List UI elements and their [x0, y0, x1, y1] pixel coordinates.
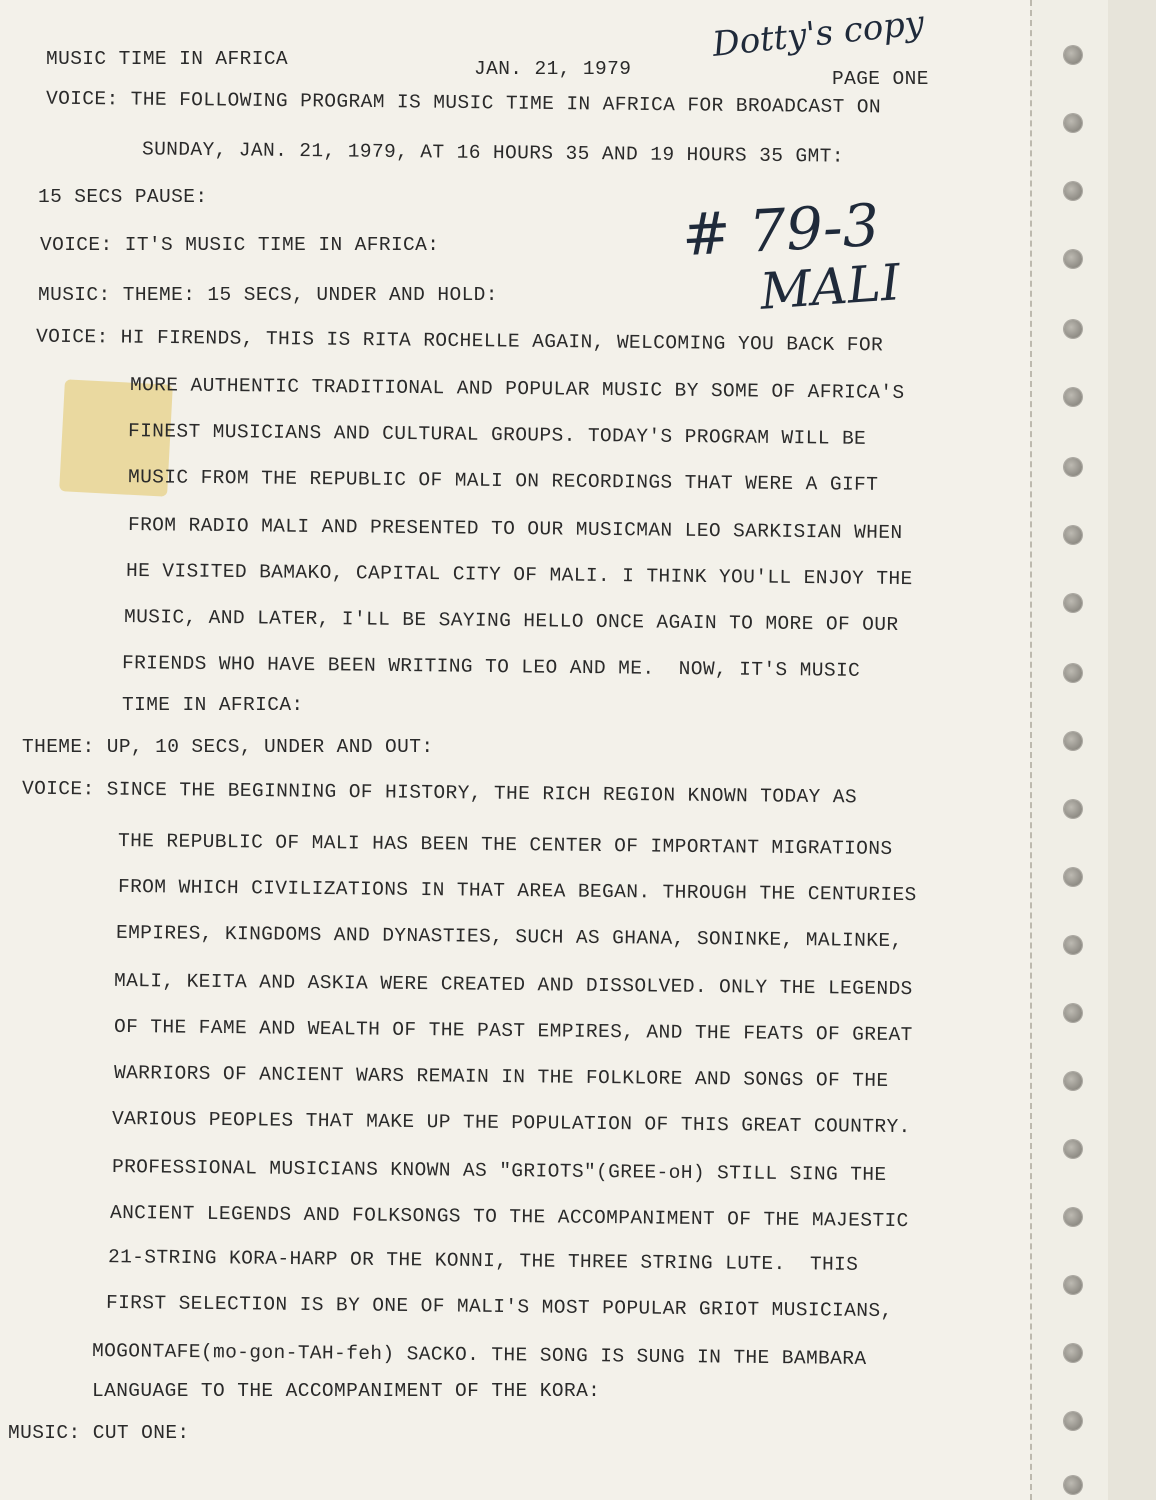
- tractor-feed-strip: [1030, 0, 1110, 1500]
- page-number: PAGE ONE: [832, 68, 929, 90]
- script-line: VOICE: THE FOLLOWING PROGRAM IS MUSIC TIME IN AFRICA FOR BROADCAST ON: [45, 87, 882, 119]
- feed-hole-icon: [1064, 250, 1082, 268]
- feed-hole-icon: [1064, 936, 1082, 954]
- feed-hole-icon: [1064, 1476, 1082, 1494]
- script-line: MUSIC: THEME: 15 SECS, UNDER AND HOLD:: [38, 284, 498, 306]
- feed-hole-icon: [1064, 1412, 1082, 1430]
- script-line: VOICE: HI FIRENDS, THIS IS RITA ROCHELLE AGAIN, WELCOMING YOU BACK FOR: [35, 325, 884, 357]
- script-line: ANCIENT LEGENDS AND FOLKSONGS TO THE ACCOMPANIMENT OF THE MAJESTIC: [109, 1201, 909, 1233]
- handwritten-program-number: # 79-3: [680, 190, 881, 270]
- script-line: TIME IN AFRICA:: [122, 694, 304, 716]
- feed-hole-icon: [1064, 46, 1082, 64]
- script-line: 21-STRING KORA-HARP OR THE KONNI, THE THREE STRING LUTE. THIS: [107, 1246, 859, 1276]
- feed-hole-icon: [1064, 1208, 1082, 1226]
- script-line: SUNDAY, JAN. 21, 1979, AT 16 HOURS 35 AND 19 HOURS 35 GMT:: [141, 138, 845, 168]
- feed-hole-icon: [1064, 1276, 1082, 1294]
- script-line: HE VISITED BAMAKO, CAPITAL CITY OF MALI. I THINK YOU'LL ENJOY THE: [125, 559, 913, 591]
- script-line: EMPIRES, KINGDOMS AND DYNASTIES, SUCH AS GHANA, SONINKE, MALINKE,: [115, 921, 903, 953]
- script-line: FRIENDS WHO HAVE BEEN WRITING TO LEO AND ME. NOW, IT'S MUSIC: [121, 652, 861, 682]
- feed-hole-icon: [1064, 868, 1082, 886]
- feed-hole-icon: [1064, 800, 1082, 818]
- feed-hole-icon: [1064, 594, 1082, 612]
- scan-background-edge: [1108, 0, 1156, 1500]
- script-line: PROFESSIONAL MUSICIANS KNOWN AS "GRIOTS"(GREE-oH) STILL SING THE: [111, 1155, 887, 1187]
- feed-hole-icon: [1064, 182, 1082, 200]
- script-line: MUSIC, AND LATER, I'LL BE SAYING HELLO ONCE AGAIN TO MORE OF OUR: [123, 605, 899, 637]
- handwritten-copy-note: Dotty's copy: [710, 3, 926, 65]
- handwritten-country: MALI: [758, 253, 903, 321]
- feed-hole-icon: [1064, 388, 1082, 406]
- script-line: 15 SECS PAUSE:: [38, 186, 208, 208]
- broadcast-date: JAN. 21, 1979: [474, 58, 632, 80]
- feed-hole-icon: [1064, 1344, 1082, 1362]
- script-line: MALI, KEITA AND ASKIA WERE CREATED AND DISSOLVED. ONLY THE LEGENDS: [113, 969, 913, 1001]
- script-line: VOICE: IT'S MUSIC TIME IN AFRICA:: [40, 234, 440, 256]
- feed-hole-icon: [1064, 1140, 1082, 1158]
- feed-hole-icon: [1064, 526, 1082, 544]
- script-line: MUSIC: CUT ONE:: [8, 1422, 190, 1444]
- feed-hole-icon: [1064, 320, 1082, 338]
- script-line: MOGONTAFE(mo-gon-TAH-feh) SACKO. THE SONG IS SUNG IN THE BAMBARA: [91, 1339, 867, 1371]
- feed-hole-icon: [1064, 114, 1082, 132]
- script-line: THE REPUBLIC OF MALI HAS BEEN THE CENTER OF IMPORTANT MIGRATIONS: [117, 829, 893, 861]
- feed-hole-icon: [1064, 664, 1082, 682]
- script-line: VARIOUS PEOPLES THAT MAKE UP THE POPULATION OF THIS GREAT COUNTRY.: [111, 1107, 911, 1139]
- feed-hole-icon: [1064, 732, 1082, 750]
- program-title: MUSIC TIME IN AFRICA: [46, 48, 289, 70]
- script-line: MUSIC FROM THE REPUBLIC OF MALI ON RECORDINGS THAT WERE A GIFT: [127, 466, 879, 496]
- script-line: FROM WHICH CIVILIZATIONS IN THAT AREA BEGAN. THROUGH THE CENTURIES: [117, 875, 917, 907]
- feed-hole-icon: [1064, 1004, 1082, 1022]
- script-line: MORE AUTHENTIC TRADITIONAL AND POPULAR MUSIC BY SOME OF AFRICA'S: [129, 373, 905, 405]
- script-line: FIRST SELECTION IS BY ONE OF MALI'S MOST POPULAR GRIOT MUSICIANS,: [105, 1291, 893, 1323]
- script-line: OF THE FAME AND WEALTH OF THE PAST EMPIRES, AND THE FEATS OF GREAT: [113, 1015, 913, 1047]
- feed-hole-icon: [1064, 1072, 1082, 1090]
- script-line: THEME: UP, 10 SECS, UNDER AND OUT:: [22, 736, 434, 758]
- script-line: LANGUAGE TO THE ACCOMPANIMENT OF THE KORA:: [92, 1380, 601, 1402]
- script-line: VOICE: SINCE THE BEGINNING OF HISTORY, THE RICH REGION KNOWN TODAY AS: [21, 777, 858, 809]
- feed-hole-icon: [1064, 458, 1082, 476]
- script-line: WARRIORS OF ANCIENT WARS REMAIN IN THE FOLKLORE AND SONGS OF THE: [113, 1061, 889, 1093]
- script-line: FROM RADIO MALI AND PRESENTED TO OUR MUSICMAN LEO SARKISIAN WHEN: [127, 513, 903, 545]
- script-line: FINEST MUSICIANS AND CULTURAL GROUPS. TODAY'S PROGRAM WILL BE: [127, 420, 867, 450]
